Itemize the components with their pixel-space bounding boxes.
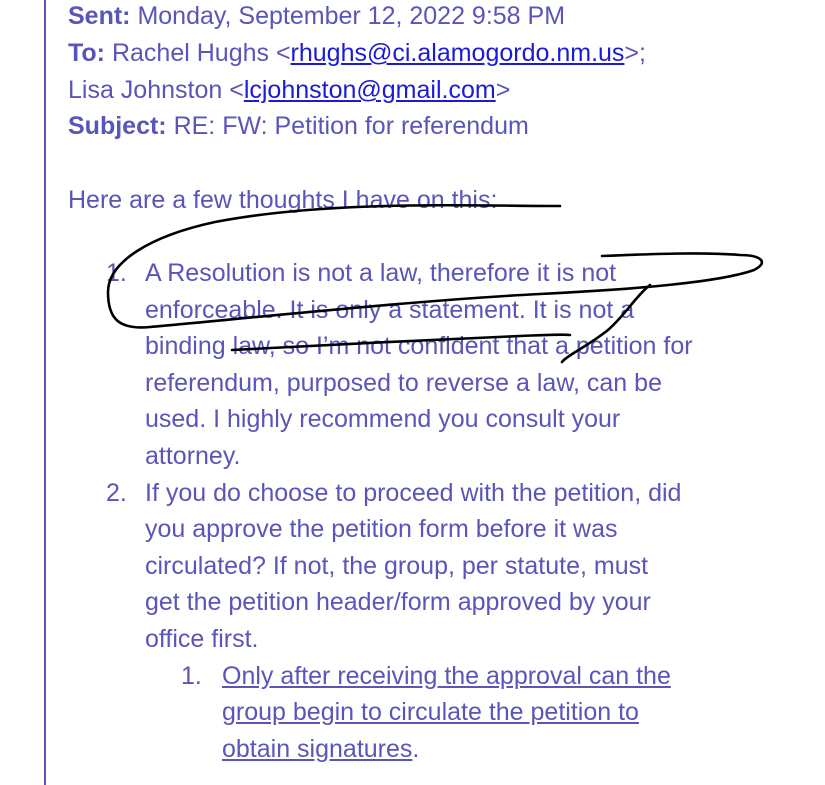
to-name-2: Lisa Johnston < [68, 76, 244, 104]
subitem-number: 1. [181, 662, 202, 690]
list-item-1-line-1: A Resolution is not a law, therefore it is not [145, 259, 617, 287]
email-link-lcjohnston[interactable]: lcjohnston@gmail.com [243, 76, 496, 104]
to-name-1: Rachel Hughs < [111, 39, 291, 67]
subitem-line-3 [222, 731, 419, 768]
list-item-1-line-4: referendum, purposed to reverse a law, can be [145, 369, 662, 397]
list-item-2-number: 2. [106, 479, 127, 507]
subitem-period: . [412, 735, 420, 763]
list-item-1-line-6: attorney. [145, 442, 241, 470]
list-item-2-line-1: If you do choose to proceed with the petition, did [145, 479, 682, 507]
email-link-rhughs[interactable]: rhughs@ci.alamogordo.nm.us [290, 39, 625, 67]
subject-label: Subject: [68, 112, 167, 140]
list-item-2-line-3: circulated? If not, the group, per statute, must [145, 552, 649, 580]
sent-value: Monday, September 12, 2022 9:58 PM [137, 2, 566, 30]
subject-line [68, 108, 529, 145]
list-item-2-line-2: you approve the petition form before it was [145, 515, 618, 543]
subject-value: RE: FW: Petition for referendum [173, 112, 529, 140]
to-separator: >; [624, 39, 646, 67]
list-item-2-line-5: office first. [145, 625, 259, 653]
list-item-1-line-3: binding law, so I’m not confident that a petition for [145, 332, 693, 360]
subitem-line-3-text: obtain signatures [222, 735, 413, 763]
to-line-2 [68, 72, 510, 109]
to-line [68, 35, 646, 72]
list-item-1-line-2: enforceable. It is only a statement. It is not a [145, 296, 635, 324]
to-label: To: [68, 39, 106, 67]
to-end: > [495, 76, 511, 104]
subitem-line-2: group begin to circulate the petition to [222, 698, 639, 726]
list-item-1-line-5: used. I highly recommend you consult your [145, 405, 621, 433]
quote-bar [44, 0, 46, 785]
list-item-1-number: 1. [106, 259, 127, 287]
list-item-2-line-4: get the petition header/form approved by your [145, 588, 651, 616]
sent-line [68, 0, 565, 35]
sent-label: Sent: [68, 2, 131, 30]
subitem-line-1: Only after receiving the approval can the [222, 662, 671, 690]
intro-text: Here are a few thoughts I have on this: [68, 186, 498, 214]
